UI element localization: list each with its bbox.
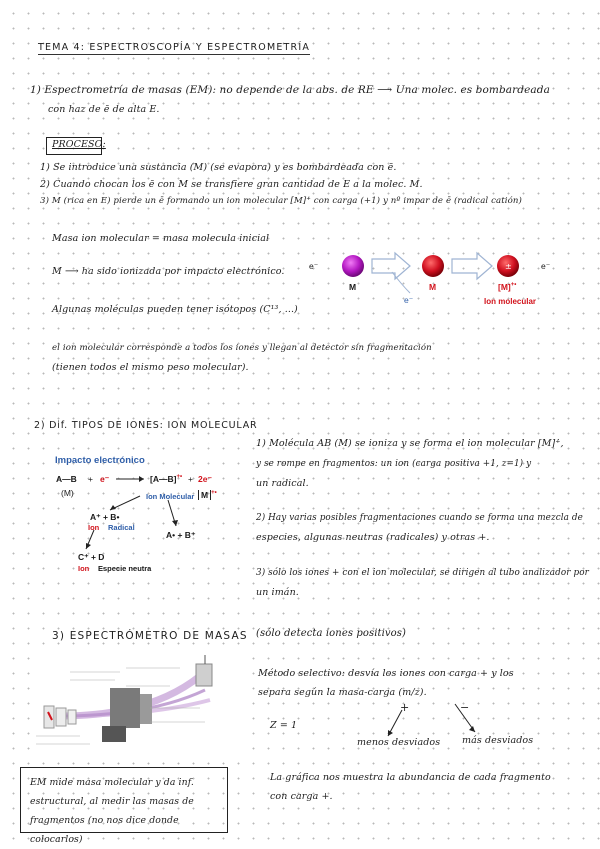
fig-title: Impacto electrónico <box>55 455 145 466</box>
label-ion-molecular: Ion molecular <box>484 297 537 306</box>
section1-heading: 1) Espectrometría de masas (EM): no depende de la abs. de RE ⟶ Una molec. es bombardeada <box>30 84 550 96</box>
fig-a-plus-b: A⁺ + B• <box>90 512 120 522</box>
fig-plus2: + <box>188 474 193 484</box>
note-masa: Masa ion molecular = masa molecula inicial <box>52 233 270 244</box>
fig-2e: 2e⁻ <box>198 474 212 484</box>
section1-heading-cont: con haz de ē de alta E. <box>48 104 160 115</box>
proceso-label: PROCESO: <box>52 139 106 150</box>
label-m3: [M]+• <box>498 282 517 292</box>
magnet-block <box>110 688 140 728</box>
point-3-l2: un imán. <box>256 587 299 598</box>
step-2: 2) Cuando chocan los ē con M se transfiere gran cantidad de E a la molec. M. <box>40 179 423 190</box>
method-l2: separa según la masa-carga (m/z). <box>258 687 427 698</box>
minus-sign: − <box>460 701 470 714</box>
less-deviated-label: menos desviados <box>357 737 441 748</box>
section3-note: (sólo detecta iones positivos) <box>256 628 407 639</box>
step-3: 3) M (rica en E) pierde un ē formando un ion molecular [M]⁺̇ con carga (+1) y nº impar de ē (radical catión) <box>40 196 523 206</box>
electron-right: e⁻ <box>541 261 551 271</box>
label-m2: M <box>429 282 437 292</box>
electron-left: e⁻ <box>309 261 319 271</box>
note-ionizada: M ⟶ ha sido ionizada por impacto electrónico. <box>52 266 285 277</box>
electron-bottom: e⁻ <box>404 295 414 305</box>
note-isotopos: Algunas moléculas pueden tener isótopos (C¹³, ...) <box>52 304 298 315</box>
point-1-l2: y se rompe en fragmentos: un ion (carga positiva +1, z=1) y <box>256 459 532 469</box>
fig-m-box: M +• <box>198 490 217 500</box>
fig-a-b-plus: A• + B⁺ <box>166 530 196 540</box>
point-1-l3: un radical. <box>256 478 309 489</box>
frag-note-2: (tienen todos el mismo peso molecular). <box>52 362 249 373</box>
method-l1: Método selectivo: desvía los iones con carga + y los <box>258 668 514 679</box>
frag-note-1: el ion molecular corresponde a todos los iones y llegan al detector sin fragmentación <box>52 343 432 353</box>
graph-l1: La gráfica nos muestra la abundancia de cada fragmento <box>270 772 551 783</box>
fig-ion-molecular: Ion Molecular <box>146 492 195 501</box>
fig-ion: Ion <box>88 523 100 532</box>
fig-plus1: + <box>88 474 93 484</box>
fig-especie: Especie neutra <box>98 564 152 573</box>
summary-text: EM mide masa molecular y da inf. estructural, al medir las masas de fragmentos (no nos dice donde colocarlos) <box>30 777 194 845</box>
fig-ion2: Ion <box>78 564 90 573</box>
section3-heading: 3) ESPECTRÓMETRO DE MASAS <box>52 630 248 642</box>
section2-heading: 2) Dif. TIPOS DE IONES: ION MOLECULAR <box>34 420 258 431</box>
fig-radical: Radical <box>108 523 135 532</box>
point-2-l2: especies, algunas neutras (radicales) y otras +. <box>256 532 490 543</box>
point-1-l1: 1) Molécula AB (M) se ioniza y se forma el ion molecular [M]⁺̇, <box>256 438 564 449</box>
fig-e: e⁻ <box>100 474 110 484</box>
graph-l2: con carga +. <box>270 791 333 802</box>
z-value: Z = 1 <box>270 720 298 731</box>
step-1: 1) Se introduce una sustancia (M) (se evapora) y es bombardeada con ē. <box>40 162 397 173</box>
page-title: TEMA 4: ESPECTROSCOPÍA Y ESPECTROMETRÍA <box>38 42 311 53</box>
fig-c-d: C⁺ + D <box>78 552 105 562</box>
more-deviated-label: más desviados <box>462 735 534 746</box>
point-3-l1: 3) sólo los iones + con el ion molecular, se dirigen al tubo analizador por <box>256 568 589 578</box>
fig-bracket: [A—B]+• <box>150 474 183 484</box>
fig-m: (M) <box>61 488 74 498</box>
point-2-l1: 2) Hay varias posibles fragmentaciones cuando se forma una mezcla de <box>256 513 583 523</box>
label-m1: M <box>349 282 357 292</box>
fig-ab: A—B <box>56 474 77 484</box>
radical-dot-icon: ± <box>505 262 512 271</box>
plus-sign: + <box>400 701 410 714</box>
